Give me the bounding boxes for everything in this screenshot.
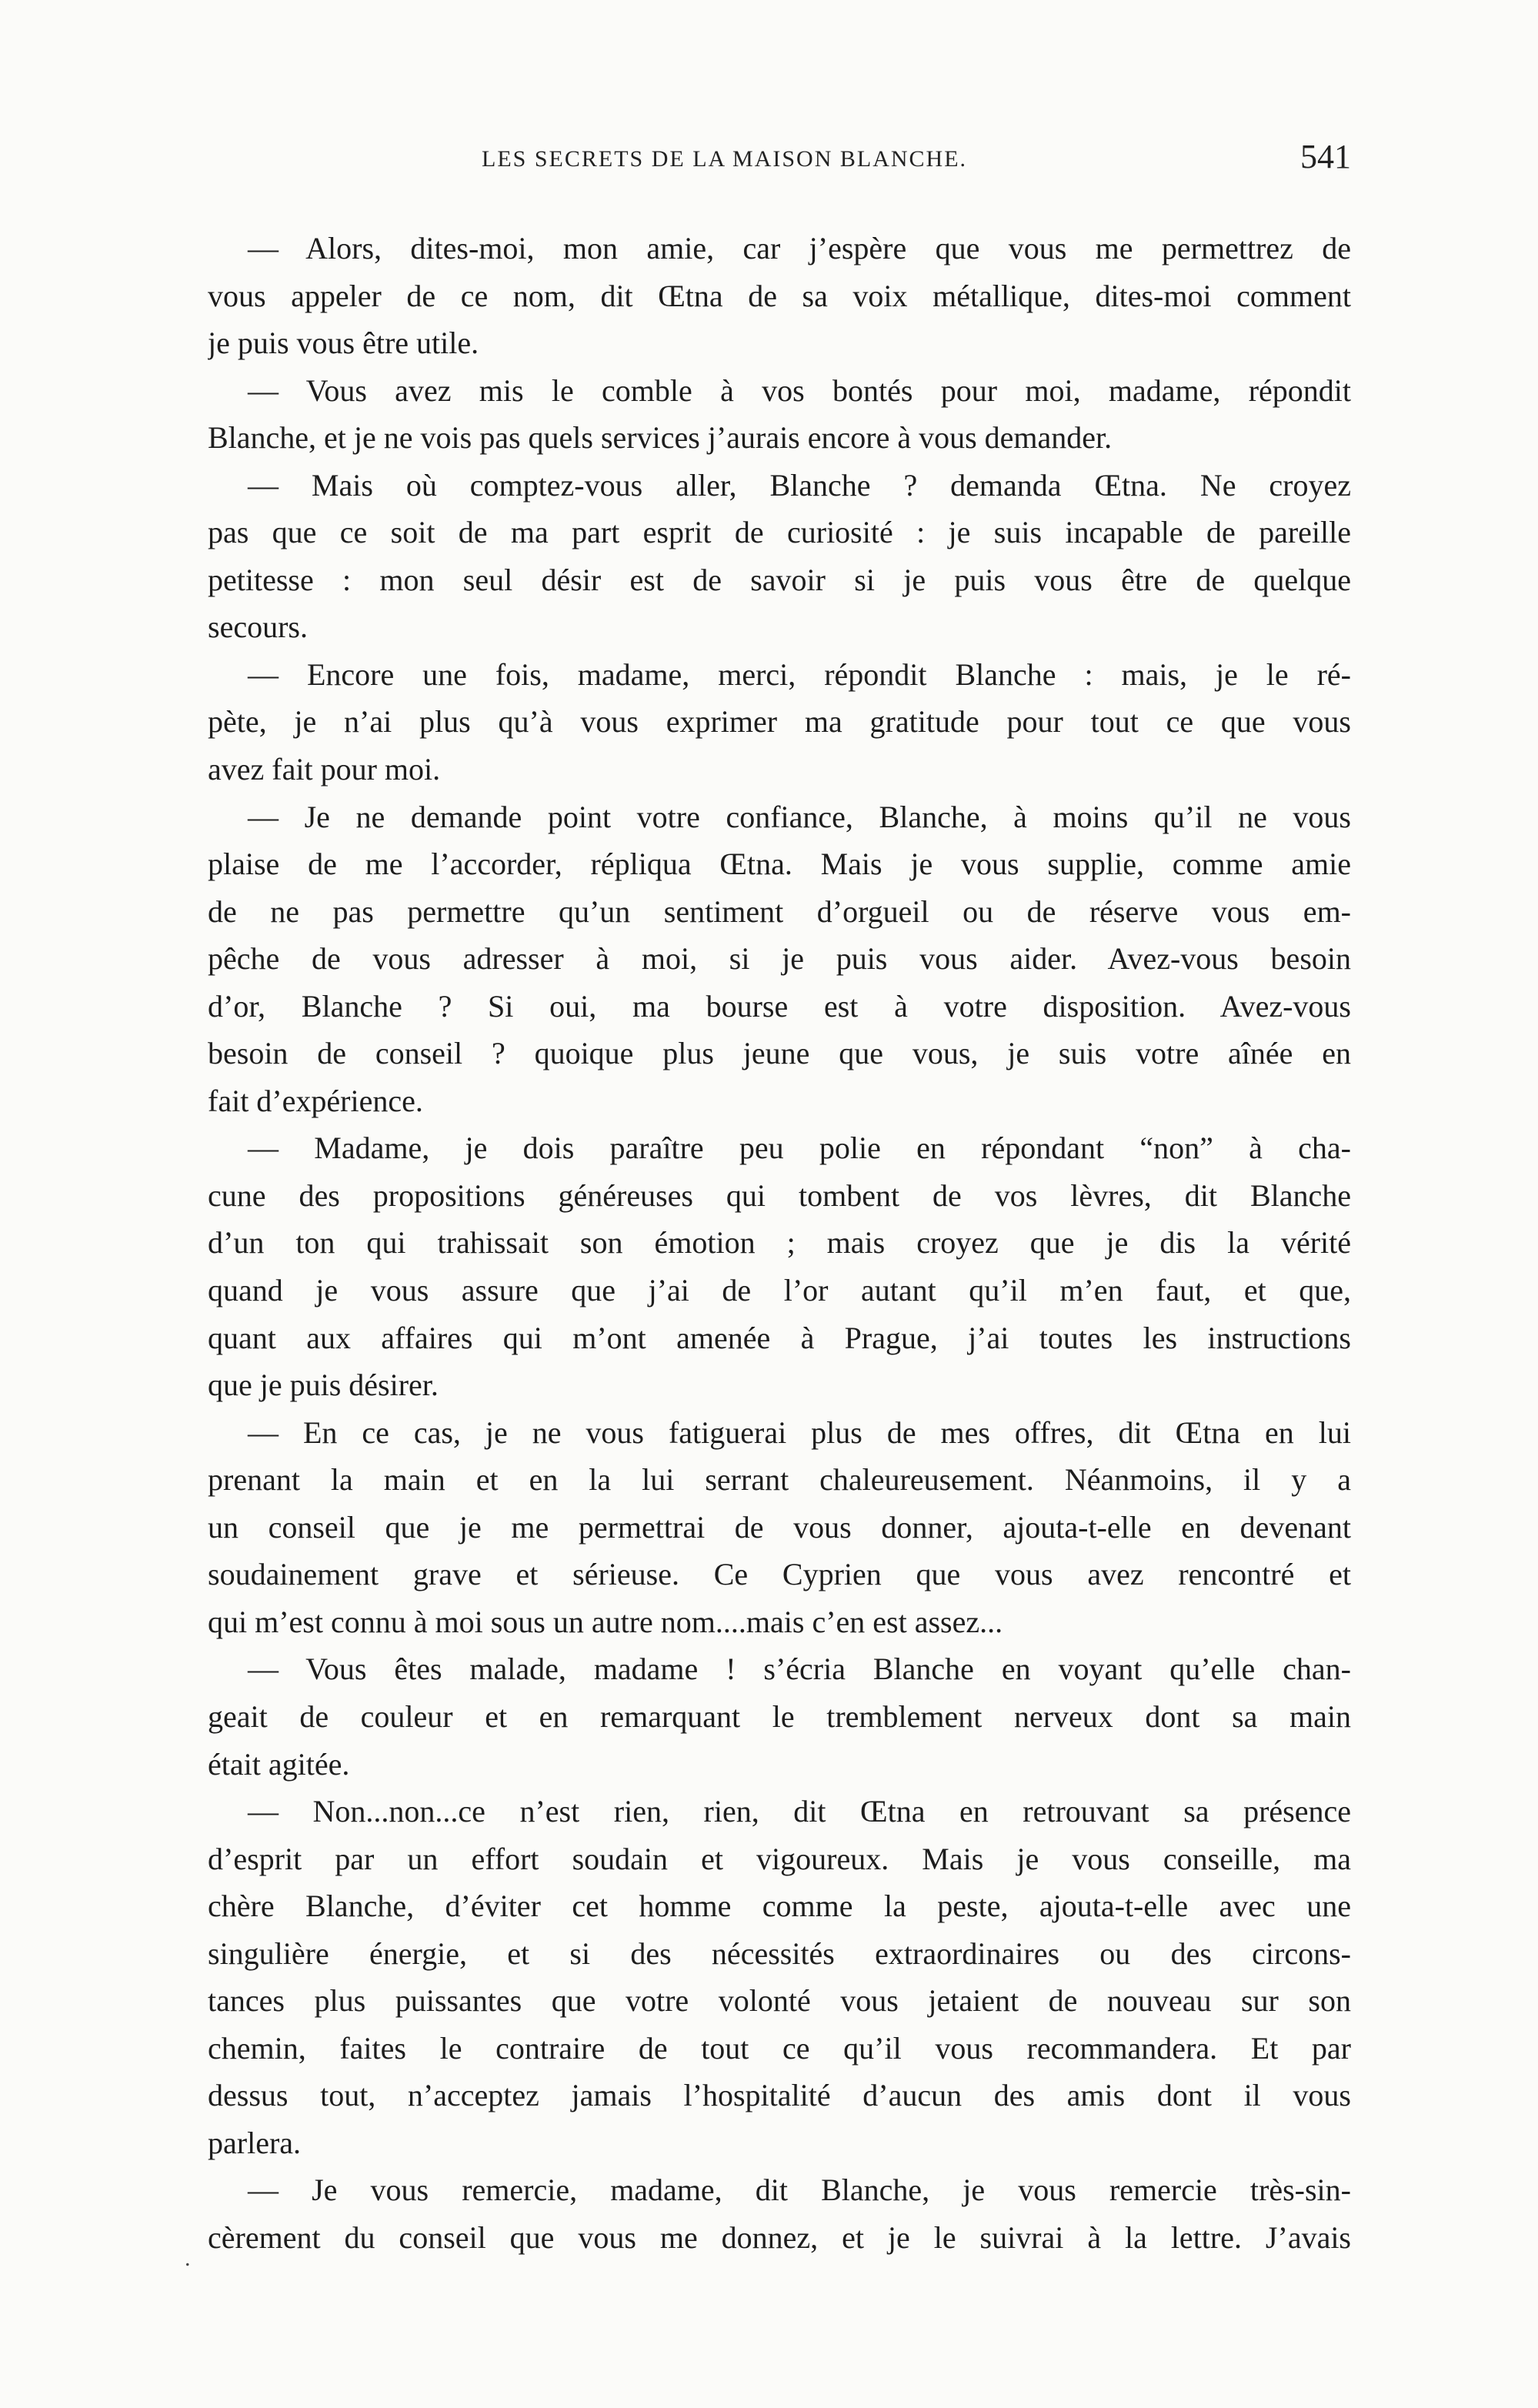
text-line: quand je vous assure que j’ai de l’or autant qu’il m’en faut, et que,	[208, 1273, 1351, 1308]
text-line: d’esprit par un effort soudain et vigoureux. Mais je vous conseille, ma	[208, 1841, 1351, 1876]
text-line: avez fait pour moi.	[208, 752, 441, 787]
page-header	[208, 137, 1351, 183]
text-line: — Madame, je dois paraître peu polie en répondant “non” à cha-	[248, 1131, 1351, 1166]
text-line: — Mais où comptez-vous aller, Blanche ? demanda Œtna. Ne croyez	[248, 467, 1351, 503]
text-line: dessus tout, n’acceptez jamais l’hospitalité d’aucun des amis dont il vous	[208, 2078, 1351, 2113]
text-line: pêche de vous adresser à moi, si je puis vous aider. Avez-vous besoin	[208, 941, 1351, 977]
text-line: — Non...non...ce n’est rien, rien, dit Œtna en retrouvant sa présence	[248, 1794, 1351, 1829]
text-line: un conseil que je me permettrai de vous donner, ajouta-t-elle en devenant	[208, 1509, 1351, 1545]
text-line: geait de couleur et en remarquant le tremblement nerveux dont sa main	[208, 1698, 1351, 1734]
text-line: vous appeler de ce nom, dit Œtna de sa voix métallique, dites-moi comment	[208, 278, 1351, 313]
text-line: — Vous avez mis le comble à vos bontés pour moi, madame, répondit	[248, 372, 1351, 408]
text-line: — Alors, dites-moi, mon amie, car j’espère que vous me permettrez de	[248, 231, 1351, 266]
text-line: était agitée.	[208, 1746, 350, 1782]
text-line: petitesse : mon seul désir est de savoir si je puis vous être de quelque	[208, 562, 1351, 597]
text-line: Blanche, et je ne vois pas quels services j’aurais encore à vous demander.	[208, 420, 1113, 456]
text-line: cune des propositions généreuses qui tombent de vos lèvres, dit Blanche	[208, 1177, 1351, 1213]
text-line: quant aux affaires qui m’ont amenée à Prague, j’ai toutes les instructions	[208, 1320, 1351, 1355]
text-line: d’un ton qui trahissait son émotion ; mais croyez que je dis la vérité	[208, 1225, 1351, 1261]
text-line: chère Blanche, d’éviter cet homme comme la peste, ajouta-t-elle avec une	[208, 1889, 1351, 1924]
page-number: 541	[1300, 138, 1351, 175]
text-line: secours.	[208, 610, 308, 645]
body-text	[208, 225, 1351, 2262]
text-line: — En ce cas, je ne vous fatiguerai plus de mes offres, dit Œtna en lui	[248, 1414, 1351, 1450]
text-line: pète, je n’ai plus qu’à vous exprimer ma gratitude pour tout ce que vous	[208, 704, 1351, 740]
text-line: — Vous êtes malade, madame ! s’écria Blanche en voyant qu’elle chan-	[248, 1652, 1351, 1687]
text-line: chemin, faites le contraire de tout ce qu’il vous recommandera. Et par	[208, 2030, 1351, 2066]
text-line: besoin de conseil ? quoique plus jeune que vous, je suis votre aînée en	[208, 1036, 1351, 1071]
text-line: prenant la main et en la lui serrant chaleureusement. Néanmoins, il y a	[208, 1462, 1351, 1498]
text-line: — Je vous remercie, madame, dit Blanche, je vous remercie très-sin-	[248, 2173, 1351, 2208]
text-line: parlera.	[208, 2125, 302, 2160]
text-line: qui m’est connu à moi sous un autre nom....mais c’en est assez...	[208, 1604, 1003, 1639]
text-line: cèrement du conseil que vous me donnez, et je le suivrai à la lettre. J’avais	[208, 2219, 1351, 2255]
text-line: — Encore une fois, madame, merci, répondit Blanche : mais, je le ré-	[248, 656, 1351, 692]
text-line: pas que ce soit de ma part esprit de curiosité : je suis incapable de pareille	[208, 515, 1351, 550]
text-line: que je puis désirer.	[208, 1368, 439, 1403]
text-line: d’or, Blanche ? Si oui, ma bourse est à votre disposition. Avez-vous	[208, 988, 1351, 1024]
text-line: plaise de me l’accorder, répliqua Œtna. Mais je vous supplie, comme amie	[208, 847, 1351, 882]
text-line: — Je ne demande point votre confiance, Blanche, à moins qu’il ne vous	[248, 799, 1351, 834]
text-line: de ne pas permettre qu’un sentiment d’orgueil ou de réserve vous em-	[208, 893, 1351, 929]
text-line: je puis vous être utile.	[208, 326, 479, 361]
text-line: fait d’expérience.	[208, 1083, 423, 1118]
margin-mark: .	[185, 2246, 191, 2271]
running-title: LES SECRETS DE LA MAISON BLANCHE.	[482, 146, 968, 172]
text-line: singulière énergie, et si des nécessités extraordinaires ou des circons-	[208, 1935, 1351, 1971]
text-line: soudainement grave et sérieuse. Ce Cyprien que vous avez rencontré et	[208, 1557, 1351, 1592]
text-line: tances plus puissantes que votre volonté vous jetaient de nouveau sur son	[208, 1983, 1351, 2019]
